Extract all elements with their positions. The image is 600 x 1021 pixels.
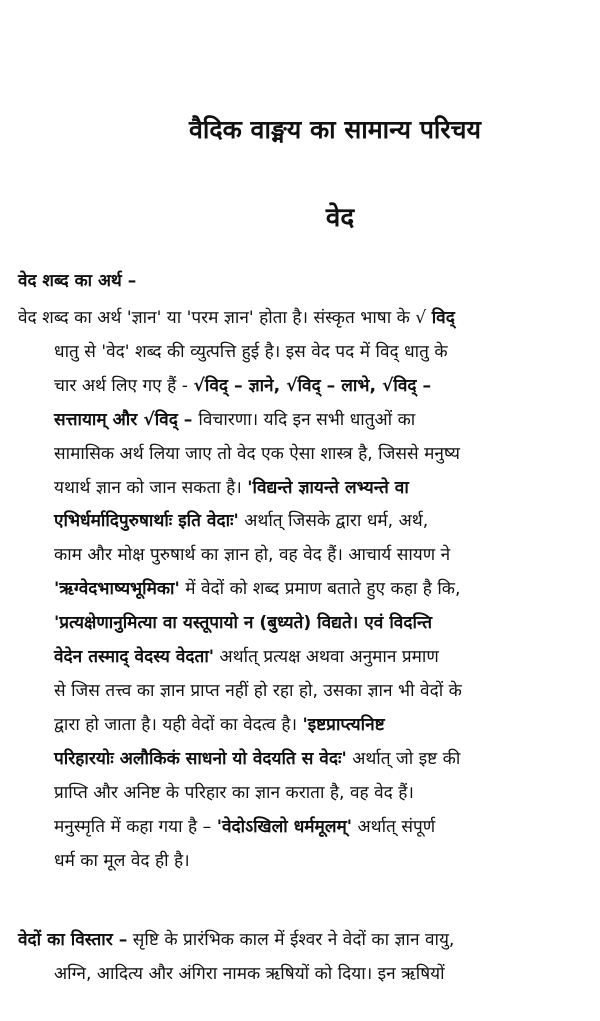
text-line (18, 777, 588, 811)
text-run: वेद शब्द का अर्थ 'ज्ञान' या 'परम ज्ञान' होता है। संस्कृत भाषा के √ (18, 308, 432, 328)
text-line (18, 472, 588, 506)
text-line (18, 539, 588, 573)
text-run: अर्थात् संपूर्ण (352, 816, 436, 837)
text-line (18, 607, 588, 641)
text-line (18, 505, 588, 539)
text-run: अर्थात् प्रत्यक्ष अथवा अनुमान प्रमाण (214, 647, 439, 668)
text-line (18, 743, 588, 777)
text-run: विचारणा। यदि इन सभी धातुओं का (198, 409, 416, 430)
bold-text-run: सत्तायाम् और √विद् – (54, 409, 199, 430)
text-run: अर्थात् जिसके द्वारा धर्म, अर्थ, (238, 511, 429, 532)
text-line (18, 709, 588, 743)
text-run: में वेदों को शब्द प्रमाण बताते हुए कहा है कि, (179, 579, 461, 600)
text-run: यथार्थ ज्ञान को जान सकता है। (54, 477, 248, 498)
text-run: सृष्टि के प्रारंभिक काल में ईश्वर ने वेदों का ज्ञान वायु, (127, 930, 455, 950)
bold-text-run: 'प्रत्यक्षेणानुमित्या वा यस्तूपायो न (बुध्यते) विद्यते। एवं विदन्ति (54, 613, 433, 634)
text-line (18, 641, 588, 675)
text-run: द्वारा हो जाता है। यही वेदों का वेदत्व है। (54, 714, 303, 735)
text-line (18, 924, 588, 958)
section-title: वेद (325, 203, 355, 233)
section-heading: वेद शब्द का अर्थ – (18, 271, 137, 291)
text-run: सामासिक अर्थ लिया जाए तो वेद एक ऐसा शास्त्र है, जिससे मनुष्य (54, 443, 460, 464)
bold-text-run: 'इष्टप्राप्त्यनिष्ट (302, 714, 385, 735)
text-line (18, 336, 588, 370)
bold-text-run: √विद् – ज्ञाने, √विद् – लाभे, √विद् – (193, 375, 432, 396)
paragraph-veda-meaning (18, 302, 588, 878)
text-run: प्राप्ति और अनिष्ट के परिहार का ज्ञान कराता है, वह वेद हैं। (54, 782, 414, 803)
text-run: अर्थात् जो इष्ट की (346, 748, 461, 769)
text-line (18, 573, 588, 607)
bold-text-run: 'विद्यन्ते ज्ञायन्ते लभ्यन्ते वा (247, 477, 409, 498)
bold-text-run: 'ऋग्वेदभाष्यभूमिका' (54, 579, 180, 600)
text-line (18, 404, 588, 438)
text-run: धातु से 'वेद' शब्द की व्युत्पत्ति हुई है। इस वेद पद में विद् धातु के (54, 341, 448, 362)
text-run: काम और मोक्ष पुरुषार्थ का ज्ञान हो, वह वेद हैं। आचार्य सायण ने (54, 545, 451, 566)
bold-text-run: विद् (431, 308, 455, 328)
text-line (18, 845, 588, 879)
text-line (18, 370, 588, 404)
text-line (18, 438, 588, 472)
text-line (18, 811, 588, 845)
text-run: मनुस्मृति में कहा गया है – (54, 816, 217, 837)
text-line (18, 675, 588, 709)
text-run: अग्नि, आदित्य और अंगिरा नामक ऋषियों को दिया। इन ऋषियों (54, 963, 445, 984)
text-run: धर्म का मूल वेद ही है। (54, 850, 190, 871)
bold-text-run: परिहारयोः अलौकिकं साधनो यो वेदयति स वेदः' (54, 748, 347, 769)
bold-text-run: 'वेदोऽखिलो धर्ममूलम्' (216, 816, 353, 837)
page-title: वैदिक वाङ्मय का सामान्य परिचय (189, 115, 481, 144)
bold-text-run: एभिर्धर्मादिपुरुषार्थाः इति वेदाः' (54, 511, 239, 532)
text-run: से जिस तत्त्व का ज्ञान प्राप्त नहीं हो रहा हो, उसका ज्ञान भी वेदों के (54, 680, 462, 701)
bold-text-run: वेदों का विस्तार – (18, 930, 128, 950)
bold-text-run: वेदेन तस्माद् वेदस्य वेदता' (54, 647, 215, 668)
text-run: चार अर्थ लिए गए हैं - (54, 375, 194, 396)
text-line (18, 302, 588, 336)
text-line (18, 958, 588, 992)
paragraph-veda-expansion (18, 924, 588, 992)
